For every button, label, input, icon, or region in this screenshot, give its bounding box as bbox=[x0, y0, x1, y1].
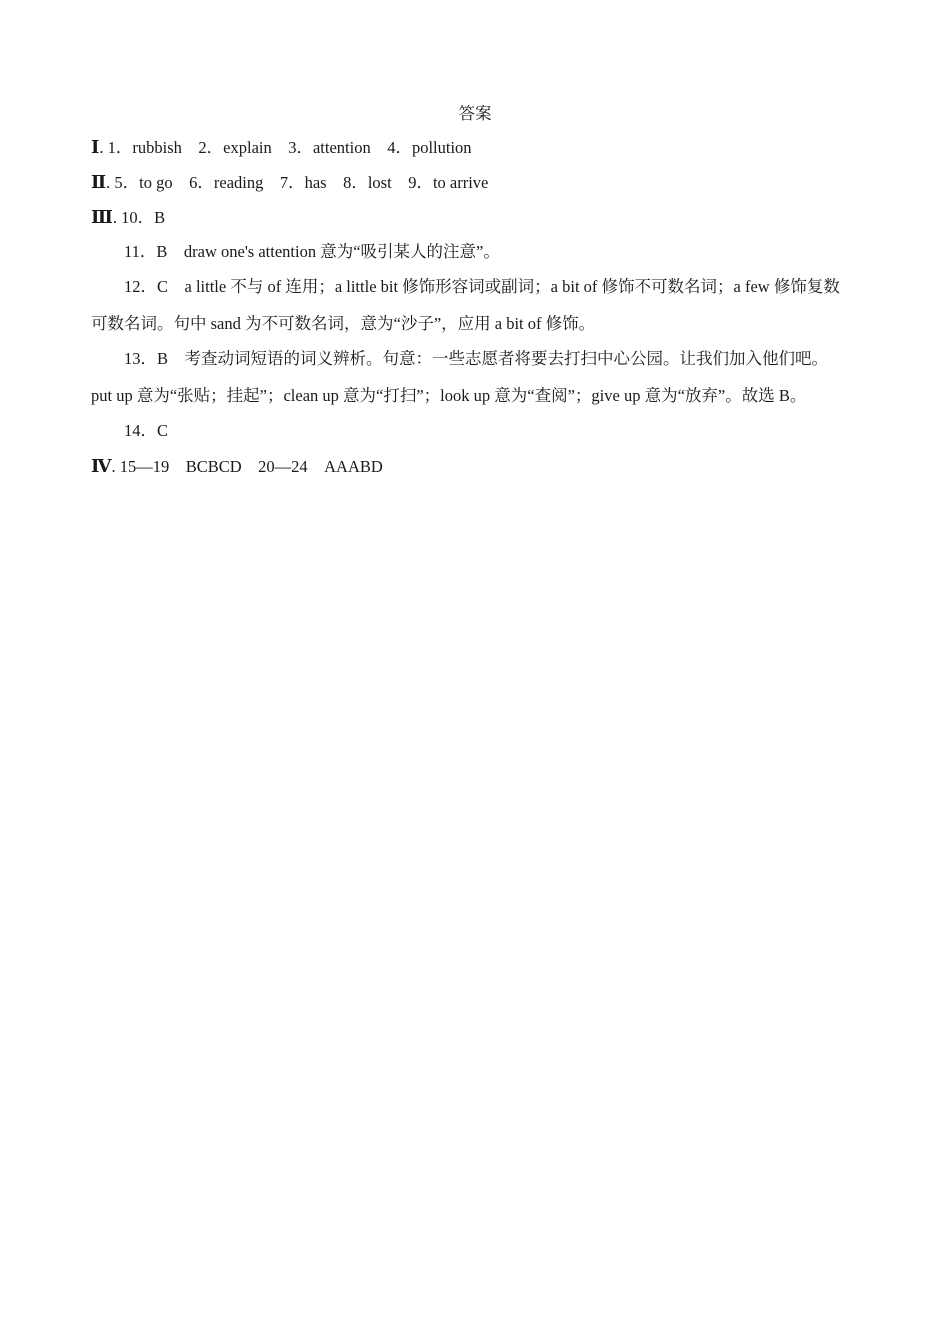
section-3-numeral: Ⅲ bbox=[91, 207, 113, 227]
answer-item-11: 11．B draw one's attention 意为“吸引某人的注意”。 bbox=[124, 242, 500, 261]
section-4-answers: . 15—19 BCBCD 20—24 AAABD bbox=[111, 457, 383, 476]
answer-section-2 bbox=[91, 171, 874, 194]
section-1-answers: . 1．rubbish 2．explain 3．attention 4．pollution bbox=[99, 138, 472, 157]
section-3-answer-10: . 10．B bbox=[112, 208, 166, 227]
answer-item-12-line-2: 可数名词。句中 sand 为不可数名词，意为“沙子”，应用 a bit of 修饰。 bbox=[91, 314, 596, 333]
answer-section-4 bbox=[91, 455, 874, 478]
page-title: 答案 bbox=[458, 104, 492, 123]
section-4-numeral: Ⅳ bbox=[91, 456, 112, 476]
answer-item-13-line-1: 13．B 考查动词短语的词义辨析。句意：一些志愿者将要去打扫中心公园。让我们加入他们吧。 bbox=[124, 349, 829, 368]
answer-item-14: 14．C bbox=[124, 421, 169, 440]
section-2-numeral: Ⅱ bbox=[91, 172, 107, 192]
section-1-numeral: Ⅰ bbox=[91, 137, 100, 157]
answer-section-3 bbox=[91, 206, 874, 229]
answer-item-13-line-2: put up 意为“张贴；挂起”；clean up 意为“打扫”；look up 意为“查阅”；give up 意为“放弃”。故选 B。 bbox=[91, 386, 807, 405]
answer-section-1 bbox=[91, 136, 874, 159]
answer-item-12-line-1: 12．C a little 不与 of 连用；a little bit 修饰形容词或副词；a bit of 修饰不可数名词；a few 修饰复数 bbox=[124, 277, 840, 296]
section-2-answers: . 5．to go 6．reading 7．has 8．lost 9．to arrive bbox=[106, 173, 489, 192]
